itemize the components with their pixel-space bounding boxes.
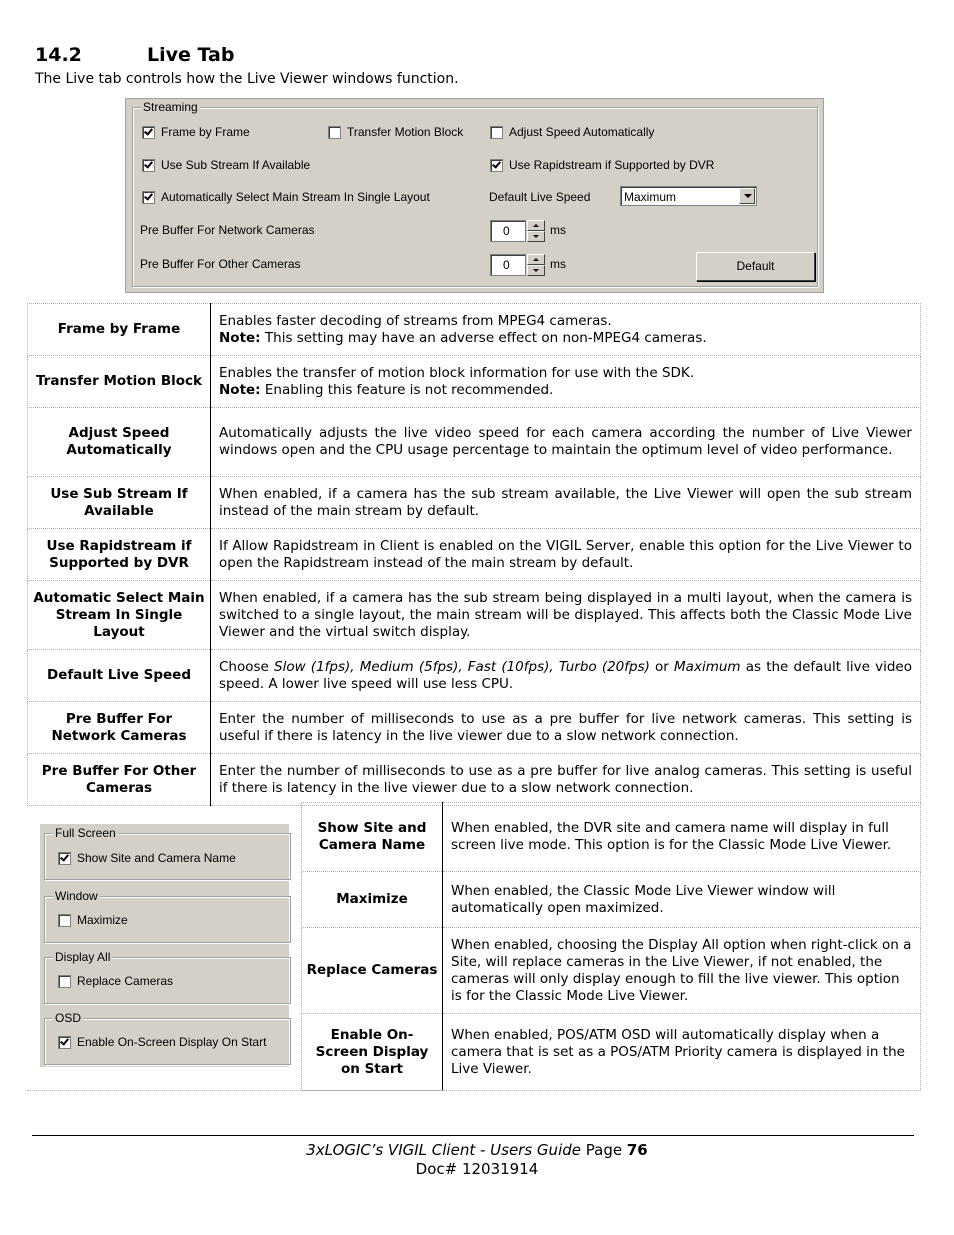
enable-osd-label: Enable On-Screen Display On Start — [77, 1035, 267, 1049]
table-row — [28, 754, 921, 806]
replace-cameras-label: Replace Cameras — [77, 974, 174, 988]
setting-name: Use Rapidstream if Supported by DVR — [28, 529, 211, 581]
enable-osd-checkbox[interactable] — [58, 1035, 266, 1049]
note-text: Enabling this feature is not recommended. — [260, 381, 554, 398]
streaming-settings-table — [27, 303, 921, 806]
default-live-speed-value: Maximum — [624, 190, 677, 204]
setting-name: Maximize — [302, 872, 443, 928]
adjust-speed-label: Adjust Speed Automatically — [509, 125, 655, 139]
setting-name: Replace Cameras — [302, 928, 443, 1014]
table-row — [28, 408, 921, 477]
window-group-label: Window — [55, 889, 98, 903]
table-row — [302, 1014, 921, 1091]
description-text: Enables the transfer of motion block information for use with the SDK. — [219, 364, 695, 381]
note-text: This setting may have an adverse effect on non-MPEG4 cameras. — [260, 329, 707, 346]
use-rapidstream-checkbox[interactable] — [490, 158, 714, 172]
spin-up-icon[interactable] — [527, 220, 545, 231]
auto-select-main-label: Automatically Select Main Stream In Single Layout — [161, 190, 430, 204]
checkbox-empty-icon — [490, 126, 503, 139]
table-row — [28, 702, 921, 754]
footer-guide — [0, 1141, 954, 1159]
intro-text: The Live tab controls how the Live Viewer windows function. — [35, 71, 459, 87]
setting-description: If Allow Rapidstream in Client is enabled on the VIGIL Server, enable this option for the Live Viewer to open the Rapidstream instead of the main stream by default. — [211, 529, 921, 581]
page-label: Page — [580, 1141, 627, 1159]
setting-name: Show Site and Camera Name — [302, 803, 443, 872]
streaming-group-label: Streaming — [143, 100, 198, 114]
description-text: Choose — [219, 658, 275, 675]
setting-name: Frame by Frame — [28, 304, 211, 356]
guide-title: 3xLOGIC’s VIGIL Client - Users Guide — [306, 1141, 581, 1159]
setting-description — [211, 304, 921, 356]
checkbox-check-icon — [58, 852, 71, 865]
use-sub-stream-label: Use Sub Stream If Available — [161, 158, 311, 172]
checkbox-check-icon — [142, 191, 155, 204]
table-row — [28, 477, 921, 529]
table-row — [28, 356, 921, 408]
show-site-camera-name-label: Show Site and Camera Name — [77, 851, 236, 865]
transfer-motion-block-label: Transfer Motion Block — [347, 125, 464, 139]
maximize-checkbox[interactable] — [58, 913, 128, 927]
page-number: 76 — [626, 1141, 648, 1159]
setting-description: When enabled, if a camera has the sub stream available, the Live Viewer will open the sub stream instead of the main stream by default. — [211, 477, 921, 529]
description-text: or — [649, 658, 675, 675]
footer-divider — [32, 1135, 914, 1136]
pre-buffer-network-unit: ms — [550, 223, 566, 237]
doc-number: Doc# 12031914 — [415, 1160, 539, 1178]
setting-description — [211, 650, 921, 702]
setting-name: Pre Buffer For Other Cameras — [28, 754, 211, 806]
table-bottom-rule — [27, 1090, 921, 1091]
auto-select-main-checkbox[interactable] — [142, 190, 430, 204]
setting-description: Enter the number of milliseconds to use as a pre buffer for live network cameras. This setting is useful if there is latency in the live viewer due to a slow network connection. — [211, 702, 921, 754]
description-text: as the default live video speed. A lower live speed will use less CPU. — [219, 658, 912, 692]
spin-down-icon[interactable] — [527, 231, 545, 242]
section-heading — [35, 44, 234, 66]
setting-description — [211, 356, 921, 408]
setting-description: When enabled, if a camera has the sub stream being displayed in a multi layout, when the camera is switched to a single layout, the main stream will be displayed. This affects both the Classic Mode Live Viewer and the virtual switch display. — [211, 581, 921, 650]
setting-description: Enter the number of milliseconds to use as a pre buffer for live analog cameras. This setting is useful if there is latency in the live viewer due to a slow network connection. — [211, 754, 921, 806]
setting-name: Automatic Select Main Stream In Single Layout — [28, 581, 211, 650]
setting-name: Enable On-Screen Display on Start — [302, 1014, 443, 1091]
osd-group-label: OSD — [55, 1011, 82, 1025]
section-title: Live Tab — [147, 44, 235, 66]
checkbox-check-icon — [142, 159, 155, 172]
pre-buffer-network-label: Pre Buffer For Network Cameras — [140, 223, 315, 237]
spin-up-icon[interactable] — [527, 254, 545, 265]
pre-buffer-other-label: Pre Buffer For Other Cameras — [140, 257, 301, 271]
table-row — [302, 803, 921, 872]
maximize-label: Maximize — [77, 913, 128, 927]
fullscreen-group-label: Full Screen — [55, 826, 116, 840]
streaming-settings-panel — [125, 98, 824, 293]
setting-name: Pre Buffer For Network Cameras — [28, 702, 211, 754]
fullscreen-settings-table — [301, 802, 921, 1091]
table-row — [28, 304, 921, 356]
setting-description: Automatically adjusts the live video speed for each camera according the number of Live Viewer windows open and the CPU usage percentage to maintain the optimum level of video performance. — [211, 408, 921, 477]
table-row — [302, 928, 921, 1014]
maximum-option-text: Maximum — [674, 658, 741, 675]
pre-buffer-network-spinner[interactable] — [490, 220, 546, 242]
description-text: Enables faster decoding of streams from MPEG4 cameras. — [219, 312, 612, 329]
checkbox-check-icon — [490, 159, 503, 172]
speed-options-text: Slow (1fps), Medium (5fps), Fast (10fps), Turbo (20fps) — [274, 658, 650, 675]
setting-name: Use Sub Stream If Available — [28, 477, 211, 529]
show-site-camera-name-checkbox[interactable] — [58, 851, 236, 865]
checkbox-check-icon — [58, 1036, 71, 1049]
spin-down-icon[interactable] — [527, 265, 545, 276]
frame-by-frame-checkbox[interactable] — [142, 125, 250, 139]
table-row — [28, 529, 921, 581]
setting-description: When enabled, the DVR site and camera name will display in full screen live mode. This option is for the Classic Mode Live Viewer. — [443, 803, 921, 872]
pre-buffer-other-unit: ms — [550, 257, 566, 271]
pre-buffer-other-input[interactable]: 0 — [490, 254, 526, 276]
pre-buffer-other-spinner[interactable] — [490, 254, 546, 276]
adjust-speed-checkbox[interactable] — [490, 125, 654, 139]
checkbox-check-icon — [142, 126, 155, 139]
frame-by-frame-label: Frame by Frame — [161, 125, 250, 139]
table-row — [28, 650, 921, 702]
transfer-motion-block-checkbox[interactable] — [328, 125, 463, 139]
table-row — [302, 872, 921, 928]
setting-name: Transfer Motion Block — [28, 356, 211, 408]
default-button[interactable]: Default — [696, 252, 815, 281]
table-row — [28, 581, 921, 650]
setting-description: When enabled, choosing the Display All option when right-click on a Site, will replace cameras in the Live Viewer, if not enabled, the cameras will only display enough to fill the live viewer. This option is for the Classic Mode Live Viewer. — [443, 928, 921, 1014]
setting-description: When enabled, POS/ATM OSD will automatically display when a camera that is set as a POS/ATM Priority camera is displayed in the Live Viewer. — [443, 1014, 921, 1091]
pre-buffer-network-input[interactable]: 0 — [490, 220, 526, 242]
checkbox-empty-icon — [58, 975, 71, 988]
use-rapidstream-label: Use Rapidstream if Supported by DVR — [509, 158, 715, 172]
default-live-speed-label: Default Live Speed — [489, 190, 591, 204]
dropdown-arrow-icon[interactable] — [739, 188, 755, 204]
checkbox-empty-icon — [58, 914, 71, 927]
setting-name: Adjust Speed Automatically — [28, 408, 211, 477]
display-all-group-label: Display All — [55, 950, 111, 964]
note-label: Note: — [219, 329, 261, 346]
fullscreen-settings-panel — [40, 824, 289, 1067]
setting-description: When enabled, the Classic Mode Live Viewer window will automatically open maximized. — [443, 872, 921, 928]
replace-cameras-checkbox[interactable] — [58, 974, 173, 988]
use-sub-stream-checkbox[interactable] — [142, 158, 310, 172]
note-label: Note: — [219, 381, 261, 398]
setting-name: Default Live Speed — [28, 650, 211, 702]
section-number: 14.2 — [35, 44, 82, 66]
default-live-speed-select[interactable] — [620, 186, 757, 206]
checkbox-empty-icon — [328, 126, 341, 139]
